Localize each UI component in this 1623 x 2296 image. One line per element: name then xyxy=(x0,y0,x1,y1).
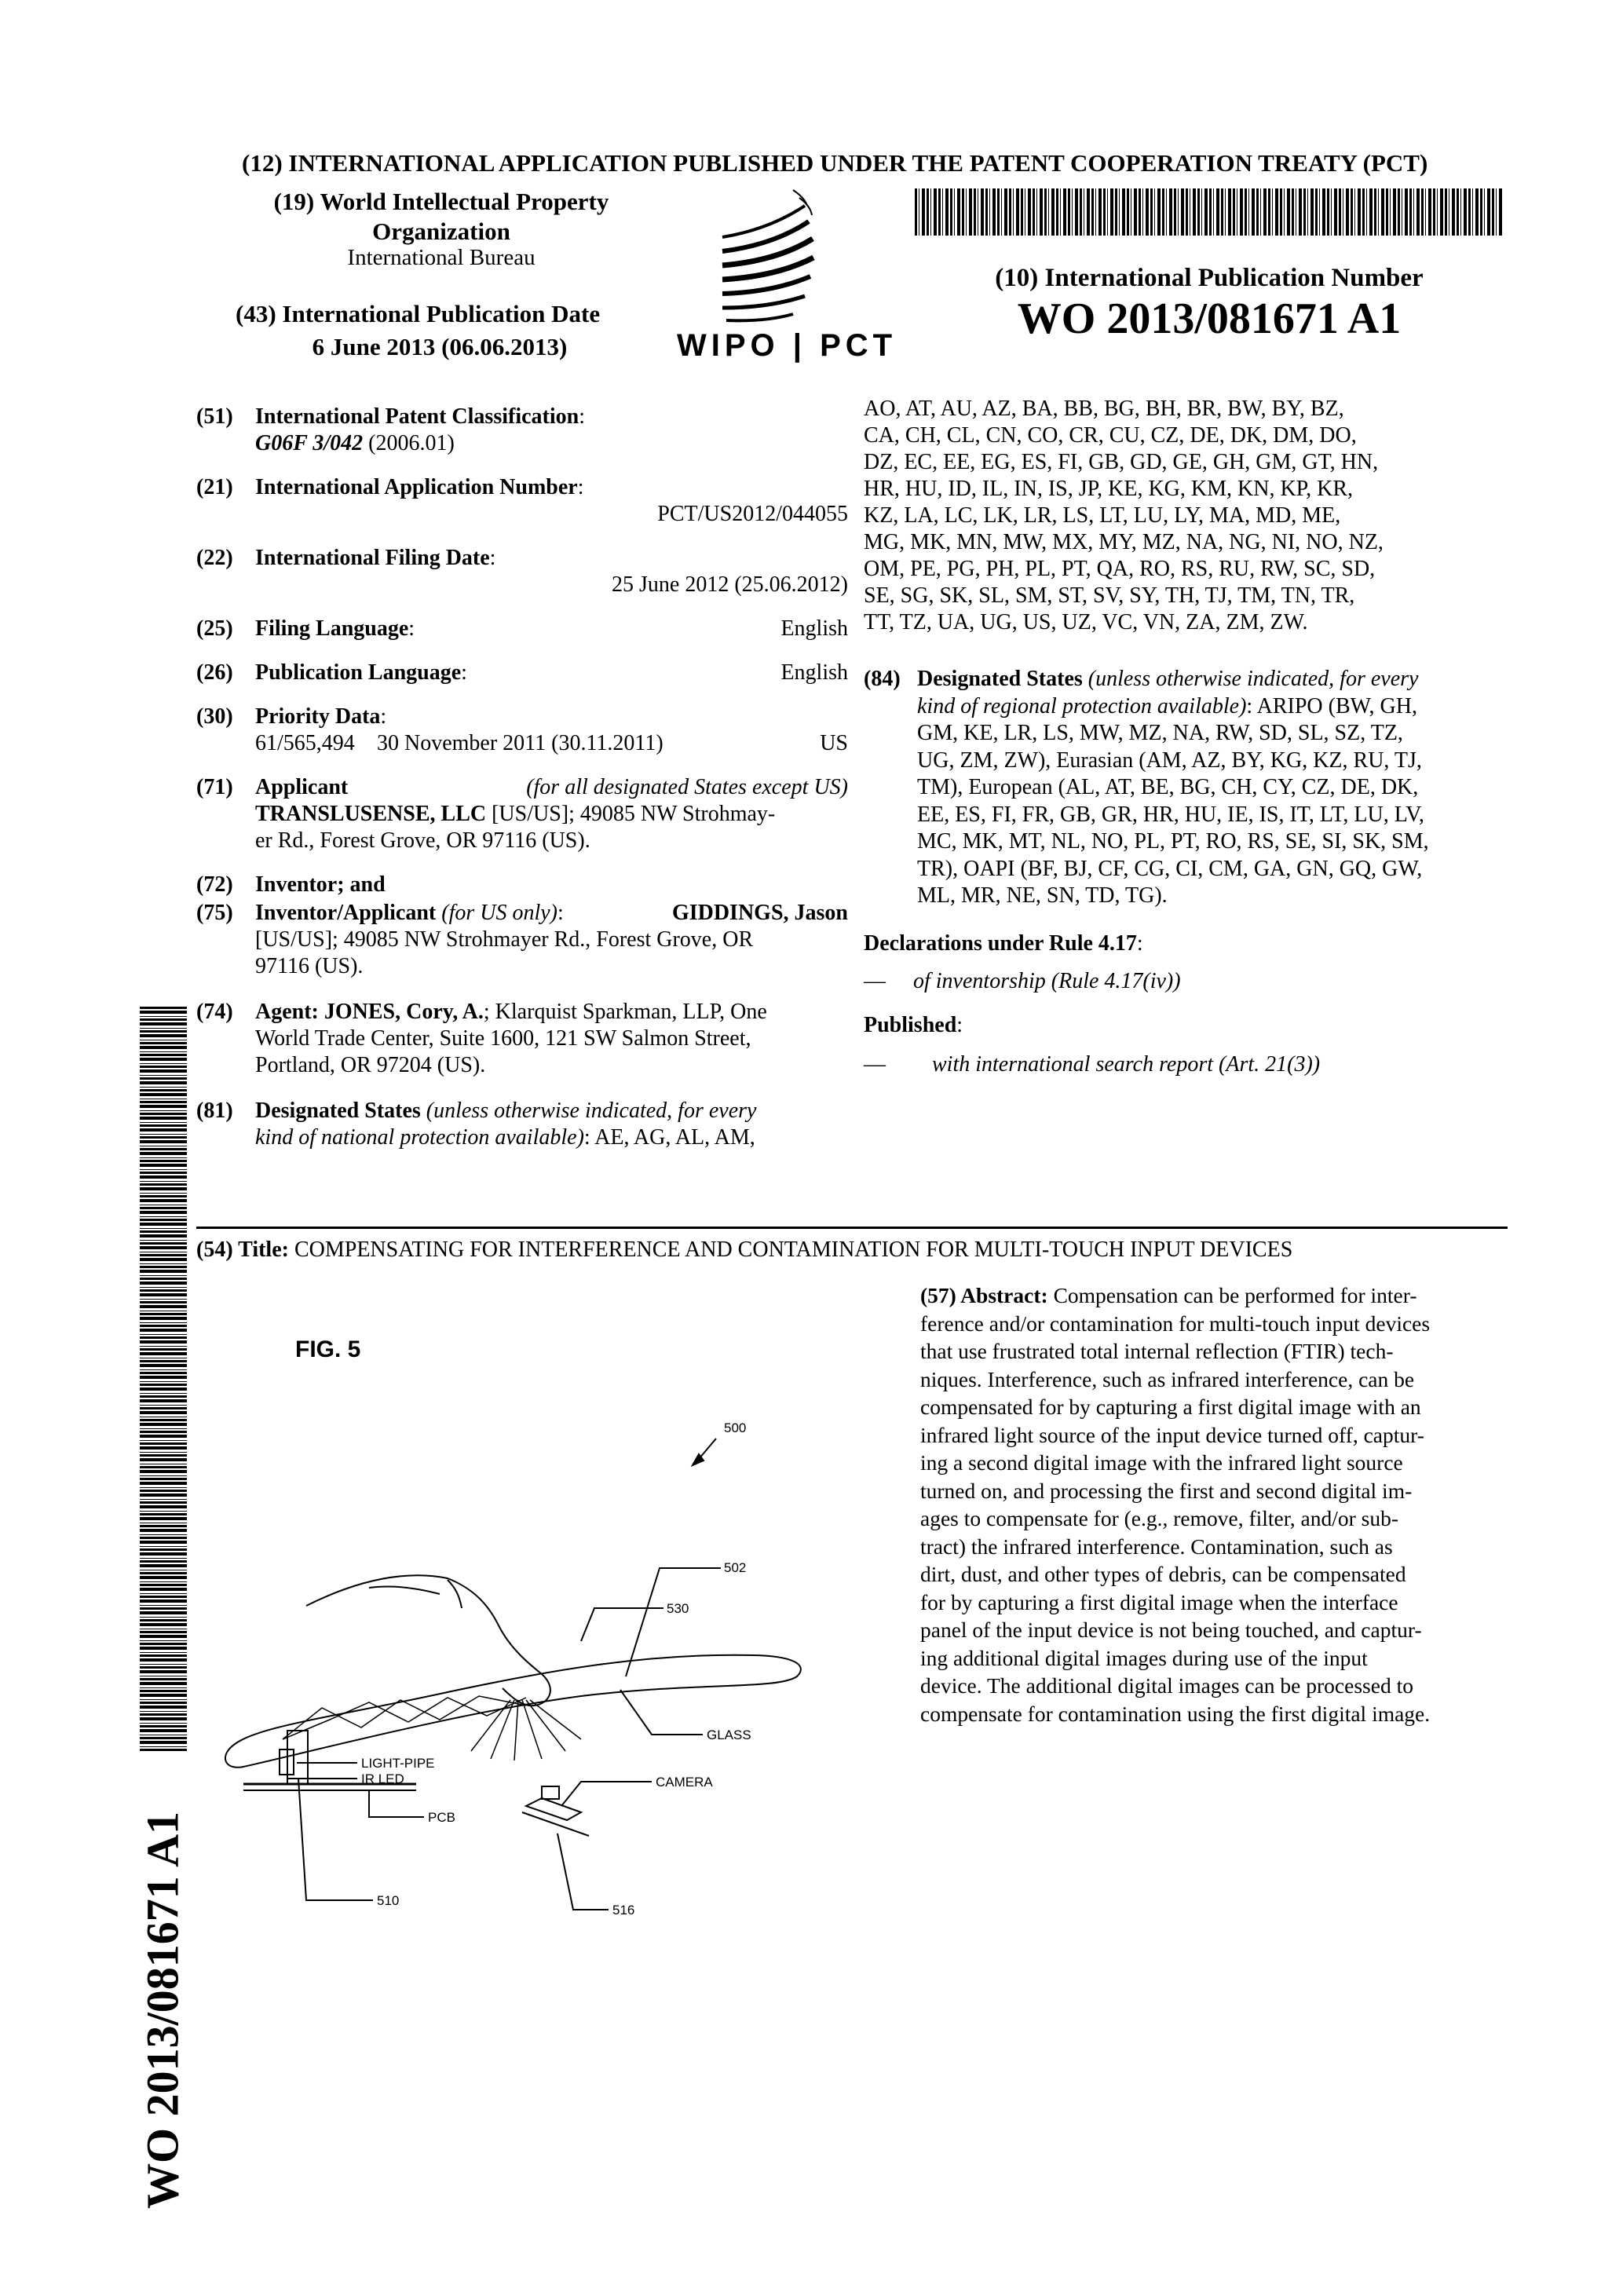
declaration-item xyxy=(864,969,1181,994)
dash: — xyxy=(864,969,886,993)
abstract-line: for by capturing a first digital image when the interface xyxy=(920,1589,1398,1614)
light-pipe xyxy=(287,1731,308,1784)
abstract-label: (57) Abstract xyxy=(920,1283,1041,1307)
field-22: (22) International Filing Date: 25 June 2012 (25.06.2012) xyxy=(196,546,848,597)
abstract-line: compensated for by capturing a first digital image with an xyxy=(920,1395,1421,1419)
field-74-label: Agent xyxy=(255,1000,312,1024)
states-line: AO, AT, AU, AZ, BA, BB, BG, BH, BR, BW, BY, BZ, xyxy=(864,397,1344,421)
abstract-line: tract) the infrared interference. Contamination, such as xyxy=(920,1534,1393,1559)
field-21-num: (21) xyxy=(196,475,233,499)
applicant-name: TRANSLUSENSE, LLC xyxy=(255,802,487,826)
regional-line: GM, KE, LR, LS, MW, MZ, NA, RW, SD, SL, SZ, TZ, xyxy=(917,721,1403,745)
field-81-qualifier-2: kind of national protection available) xyxy=(255,1125,584,1150)
label-light-pipe: LIGHT-PIPE xyxy=(361,1756,435,1771)
finger-line xyxy=(369,1586,440,1594)
priority-date: 30 November 2011 (30.11.2011) xyxy=(377,731,663,755)
abstract-line: ing additional digital images during use of the input xyxy=(920,1645,1368,1670)
field-75: (75) Inventor/Applicant (for US only): GIDDINGS, Jason [US/US]; 49085 NW Strohmayer Rd., Forest Grove, OR 97116 (US). xyxy=(196,901,848,978)
figure-title: FIG. 5 xyxy=(295,1336,361,1362)
abstract-line: ference and/or contamination for multi-touch input devices xyxy=(920,1311,1431,1336)
agent-name: JONES, Cory, A. xyxy=(324,1000,484,1024)
bureau: International Bureau xyxy=(347,245,536,270)
finger-outline xyxy=(306,1575,550,1706)
barcode-top xyxy=(915,188,1504,236)
field-22-label: International Filing Date xyxy=(255,546,490,570)
states-line: TT, TZ, UA, UG, US, UZ, VC, VN, ZA, ZM, ZW. xyxy=(864,610,1308,634)
states-line: CA, CH, CL, CN, CO, CR, CU, CZ, DE, DK, DM, DO, xyxy=(864,423,1357,448)
field-25: (25) Filing Language: English xyxy=(196,616,848,641)
application-number: PCT/US2012/044055 xyxy=(657,502,848,526)
wipo-pct-text: WIPO | PCT xyxy=(677,328,897,363)
regional-line: UG, ZM, ZW), Eurasian (AM, AZ, BY, KG, KZ, RU, TJ, xyxy=(917,748,1422,773)
ipc-year: (2006.01) xyxy=(368,431,455,455)
regional-line: TR), OAPI (BF, BJ, CF, CG, CI, CM, GA, GN, GQ, GW, xyxy=(917,856,1423,881)
label-glass: GLASS xyxy=(707,1727,751,1742)
title-divider xyxy=(196,1227,1508,1229)
applicant-address-2: er Rd., Forest Grove, OR 97116 (US). xyxy=(255,828,590,853)
states-line: MG, MK, MN, MW, MX, MY, MZ, NA, NG, NI, NO, NZ, xyxy=(864,530,1384,554)
regional-line: ML, MR, NE, SN, TD, TG). xyxy=(917,883,1168,908)
field-30-num: (30) xyxy=(196,704,233,729)
field-21: (21) International Application Number: PCT/US2012/044055 xyxy=(196,475,848,526)
national-states-start: AE, AG, AL, AM, xyxy=(594,1125,755,1150)
publication-date: 6 June 2013 (06.06.2013) xyxy=(312,333,568,360)
filing-language: English xyxy=(780,616,848,641)
abstract-line: turned on, and processing the first and second digital im- xyxy=(920,1478,1413,1503)
arrow-500 xyxy=(699,1439,716,1459)
leader-pcb xyxy=(369,1790,424,1817)
title-line: (54) Title: COMPENSATING FOR INTERFERENCE AND CONTAMINATION FOR MULTI-TOUCH INPUT DEVICES xyxy=(196,1238,1293,1262)
field-51-num: (51) xyxy=(196,404,233,429)
priority-country: US xyxy=(820,731,848,755)
publication-number: WO 2013/081671 A1 xyxy=(1017,294,1402,343)
publication-date-label: (43) International Publication Date xyxy=(236,300,601,327)
abstract-line: niques. Interference, such as infrared interference, can be xyxy=(920,1366,1415,1391)
published-heading-text: Published xyxy=(864,1013,957,1037)
inventor-name: GIDDINGS, Jason xyxy=(671,901,848,925)
abstract-line: that use frustrated total internal reflection (FTIR) tech- xyxy=(920,1339,1394,1363)
ref-500: 500 xyxy=(724,1420,747,1435)
field-84 xyxy=(864,666,1508,910)
ref-510: 510 xyxy=(377,1893,400,1908)
published-item xyxy=(864,1052,1320,1077)
figure-5-drawing xyxy=(212,1382,887,1963)
ref-530: 530 xyxy=(667,1601,689,1616)
national-states-list xyxy=(864,396,1508,636)
inventor-address-2: 97116 (US). xyxy=(255,954,364,978)
scatter-ray xyxy=(526,1700,565,1751)
publication-number-label: (10) International Publication Number xyxy=(995,264,1424,292)
field-71-num: (71) xyxy=(196,775,233,799)
field-84-num: (84) xyxy=(864,667,901,691)
abstract: (57) Abstract: Compensation can be performed for inter- ference and/or contamination for multi-touch input devices that use frustrated total internal reflection (FTIR) tech- niques. Interference, such as infrared interference, can be compensated for by capturing a first digital image with an infrared light source of the input device turned off, captur- ing a second digital image with the infrared light source turned on, and processing the first and second digital im- ages to compensate for (e.g., remove, filter, and/or sub- tract) the infrared interference. Contamination, such as dirt, dust, and other types of debris, can be compensated for by capturing a first digital image when the interface panel of the input device is not being touched, and captur- ing additional digital images during use of the input device. The additional digital images can be processed to compensate for contamination using the first digital image. xyxy=(920,1281,1501,1727)
published-text: with international search report (Art. 21(3)) xyxy=(932,1052,1321,1077)
camera-lens xyxy=(542,1786,559,1799)
pct-heading: (12) INTERNATIONAL APPLICATION PUBLISHED UNDER THE PATENT COOPERATION TREATY (PCT) xyxy=(242,149,1428,177)
abstract-line: ing a second digital image with the infrared light source xyxy=(920,1450,1403,1475)
states-line: DZ, EC, EE, EG, ES, FI, GB, GD, GE, GH, GM, GT, HN, xyxy=(864,450,1379,474)
field-81-num: (81) xyxy=(196,1099,233,1123)
field-26-label: Publication Language xyxy=(255,660,462,685)
regional-line: TM), European (AL, AT, BE, BG, CH, CY, CZ, DE, DK, xyxy=(917,775,1419,799)
agent-firm: ; Klarquist Sparkman, LLP, One xyxy=(483,1000,767,1024)
label-pcb: PCB xyxy=(428,1810,455,1825)
glass-plate xyxy=(225,1655,801,1768)
field-75-num: (75) xyxy=(196,901,233,925)
leader-glass xyxy=(620,1690,703,1735)
field-81: (81) Designated States (unless otherwise indicated, for every kind of national protection available): AE, AG, AL, AM, xyxy=(196,1099,757,1150)
field-84-qualifier-2: kind of regional protection available) xyxy=(917,693,1247,718)
publication-language: English xyxy=(780,660,848,685)
organization-name xyxy=(237,187,645,247)
aripo-start: : ARIPO (BW, GH, xyxy=(1246,693,1417,718)
field-21-label: International Application Number xyxy=(255,475,578,499)
field-72-label: Inventor; and xyxy=(255,872,386,897)
field-51-label: International Patent Classification xyxy=(255,404,579,429)
field-30-label: Priority Data xyxy=(255,704,381,729)
agent-address-1: World Trade Center, Suite 1600, 121 SW Salmon Street, xyxy=(255,1026,751,1051)
field-75-label: Inventor/Applicant xyxy=(255,901,437,925)
abstract-line: compensate for contamination using the first digital image. xyxy=(920,1701,1431,1726)
states-line: OM, PE, PG, PH, PL, PT, QA, RO, RS, RU, RW, SC, SD, xyxy=(864,557,1376,581)
field-72-num: (72) xyxy=(196,872,233,897)
regional-line: EE, ES, FI, FR, GB, GR, HR, HU, IE, IS, IT, LT, LU, LV, xyxy=(917,802,1424,827)
leader-530 xyxy=(581,1608,663,1641)
leader-camera xyxy=(561,1782,652,1806)
dash: — xyxy=(864,1052,886,1077)
states-line: HR, HU, ID, IL, IN, IS, JP, KE, KG, KM, KN, KP, KR, xyxy=(864,477,1354,501)
field-26-num: (26) xyxy=(196,660,233,685)
regional-line: MC, MK, MT, NL, NO, PL, PT, RO, RS, SE, SI, SK, SM, xyxy=(917,829,1429,854)
declarations-heading: Declarations under Rule 4.17: xyxy=(864,931,1143,956)
field-71-label: Applicant xyxy=(255,775,349,799)
leader-510 xyxy=(298,1779,373,1900)
filing-date: 25 June 2012 (25.06.2012) xyxy=(612,572,848,597)
field-25-label: Filing Language xyxy=(255,616,409,641)
label-ir-led: IR LED xyxy=(361,1771,404,1786)
abstract-line: infrared light source of the input device turned off, captur- xyxy=(920,1422,1424,1447)
states-line: KZ, LA, LC, LK, LR, LS, LT, LU, LY, MA, MD, ME, xyxy=(864,503,1341,528)
field-30: (30) Priority Data: 61/565,494 30 November 2011 (30.11.2011) US xyxy=(196,704,848,755)
field-81-label: Designated States xyxy=(255,1099,421,1123)
priority-application: 61/565,494 xyxy=(255,731,355,755)
published-heading: Published: xyxy=(864,1013,963,1037)
side-publication-number: WO 2013/081671 A1 xyxy=(137,1812,188,2209)
agent-address-2: Portland, OR 97204 (US). xyxy=(255,1053,486,1077)
org-line1: (19) World Intellectual Property xyxy=(273,188,609,215)
field-84-label: Designated States xyxy=(917,667,1083,691)
field-25-num: (25) xyxy=(196,616,233,641)
field-74: (74) Agent: JONES, Cory, A.; Klarquist Sparkman, LLP, One World Trade Center, Suite 1600, 121 SW Salmon Street, Portland, OR 97204 (US). xyxy=(196,999,848,1081)
barcode-side xyxy=(140,1005,187,1751)
wipo-logo xyxy=(675,182,911,363)
scatter-ray xyxy=(522,1700,542,1759)
leader-516 xyxy=(557,1834,609,1910)
declaration-text: of inventorship (Rule 4.17(iv)) xyxy=(913,969,1181,993)
field-74-num: (74) xyxy=(196,1000,233,1024)
ref-516: 516 xyxy=(612,1903,635,1918)
abstract-line: Compensation can be performed for inter- xyxy=(1053,1283,1417,1307)
ipc-code: G06F 3/042 xyxy=(255,431,364,455)
applicant-qualifier: (for all designated States except US) xyxy=(526,775,848,799)
inventor-qualifier: (for US only) xyxy=(441,901,558,925)
field-81-qualifier-1: (unless otherwise indicated, for every xyxy=(426,1099,757,1123)
abstract-line: ages to compensate for (e.g., remove, filter, and/or sub- xyxy=(920,1506,1399,1530)
title-label: (54) Title xyxy=(196,1238,282,1262)
ref-502: 502 xyxy=(724,1560,747,1575)
field-51: (51) International Patent Classification: G06F 3/042 (2006.01) xyxy=(196,404,585,455)
field-71 xyxy=(196,774,848,857)
states-line: SE, SG, SK, SL, SM, ST, SV, SY, TH, TJ, TM, TN, TR, xyxy=(864,583,1355,608)
applicant-address-1: [US/US]; 49085 NW Strohmay- xyxy=(492,802,776,826)
scatter-ray xyxy=(514,1700,518,1760)
field-22-num: (22) xyxy=(196,546,233,570)
abstract-line: panel of the input device is not being touched, and captur- xyxy=(920,1618,1422,1642)
label-camera: CAMERA xyxy=(656,1775,713,1790)
title-text: COMPENSATING FOR INTERFERENCE AND CONTAMINATION FOR MULTI-TOUCH INPUT DEVICES xyxy=(294,1238,1293,1262)
scatter-ray xyxy=(530,1700,581,1739)
field-84-qualifier-1: (unless otherwise indicated, for every xyxy=(1087,667,1419,691)
declarations-heading-text: Declarations under Rule 4.17 xyxy=(864,931,1137,956)
org-line2: Organization xyxy=(372,218,510,245)
abstract-line: device. The additional digital images can be processed to xyxy=(920,1673,1413,1698)
inventor-address-1: [US/US]; 49085 NW Strohmayer Rd., Forest Grove, OR xyxy=(255,927,754,952)
abstract-line: dirt, dust, and other types of debris, can be compensated xyxy=(920,1562,1406,1586)
field-26: (26) Publication Language: English xyxy=(196,660,848,685)
field-72 xyxy=(196,872,848,900)
